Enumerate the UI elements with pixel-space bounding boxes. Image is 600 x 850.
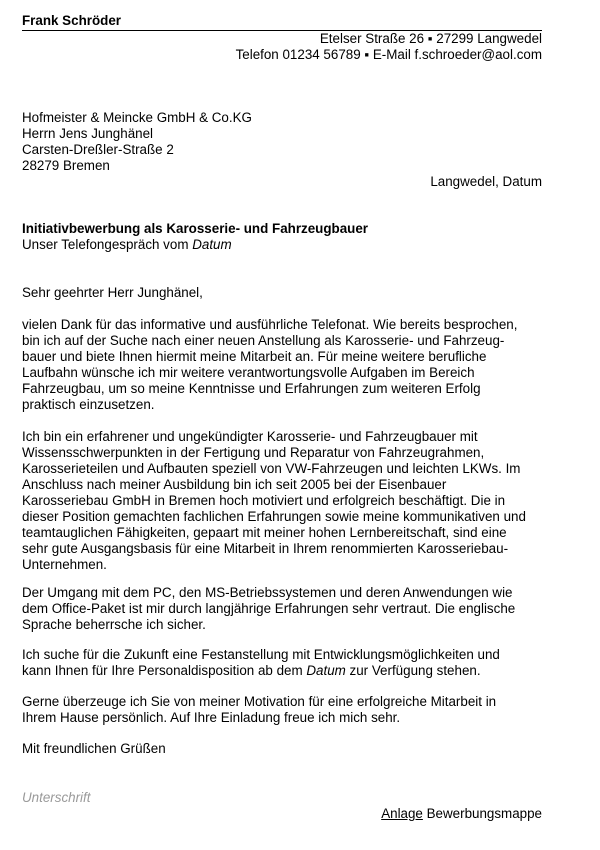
subject-reference-date: Datum <box>192 237 232 252</box>
paragraph-1: vielen Dank für das informative und ausführliche Telefonat. Wie bereits besprochen, bin ich auf der Suche nach einer neuen Anstellung als Karosserie- und Fahrzeug- bauer und biete Ihnen hiermit meine Mitarbeit an. Für meine weitere berufliche Laufbahn wünsche ich mir weitere verantwortungsvolle Aufgaben im Bereich Fahrzeugbau, um so meine Kenntnisse und Erfahrungen zum weiteren Erfolg praktisch einzusetzen. <box>22 317 518 412</box>
recipient-person: Herrn Jens Junghänel <box>22 126 154 141</box>
sender-contact: Telefon 01234 56789 ▪ E-Mail f.schroeder@aol.com <box>235 47 542 62</box>
enclosure <box>381 806 542 822</box>
paragraph-3: Der Umgang mit dem PC, den MS-Betriebssystemen und deren Anwendungen wie dem Office-Paket ist mir durch langjährige Erfahrungen sehr vertraut. Die englische Sprache beherrsche ich sicher. <box>22 585 516 632</box>
salutation: Sehr geehrter Herr Junghänel, <box>22 285 203 300</box>
sender-name: Frank Schröder <box>22 13 121 28</box>
recipient-street: Carsten-Dreßler-Straße 2 <box>22 142 174 157</box>
paragraph-4-line-2-prefix: kann Ihnen für Ihre Personaldisposition ab dem <box>22 663 307 678</box>
enclosure-label: Anlage <box>381 806 423 821</box>
subject-title: Initiativbewerbung als Karosserie- und Fahrzeugbauer <box>22 221 368 236</box>
enclosure-text: Bewerbungsmappe <box>422 806 542 821</box>
closing: Mit freundlichen Grüßen <box>22 741 166 756</box>
place-date: Langwedel, Datum <box>430 174 542 189</box>
subject-reference <box>22 237 232 253</box>
paragraph-4-date: Datum <box>306 663 346 678</box>
paragraph-4-line-1: Ich suche für die Zukunft eine Festanstellung mit Entwicklungsmöglichkeiten und <box>22 647 500 662</box>
paragraph-4-line-2-suffix: zur Verfügung stehen. <box>345 663 481 678</box>
recipient-company: Hofmeister & Meincke GmbH & Co.KG <box>22 110 252 125</box>
paragraph-4 <box>22 647 550 679</box>
sender-address: Etelser Straße 26 ▪ 27299 Langwedel <box>319 31 542 46</box>
subject-reference-prefix: Unser Telefongespräch vom <box>22 237 193 252</box>
paragraph-2: Ich bin ein erfahrener und ungekündigter Karosserie- und Fahrzeugbauer mit Wissensschwerpunkten in der Fertigung und Reparatur von Fahrzeugrahmen, Karosserieteilen und Aufbauten speziell von VW-Fahrzeugen und leichten LKWs. Im Anschluss nach meiner Ausbildung bin ich seit 2005 bei der Eisenbauer Karosseriebau GmbH in Bremen hoch motiviert und erfolgreich beschäftigt. Die in dieser Position gemachten fachlichen Erfahrungen sowie meine kommunikativen und teamtauglichen Fähigkeiten, gepaart mit meiner hohen Lernbereitschaft, sind eine sehr gute Ausgangsbasis für eine Mitarbeit in Ihrem renommierten Karosseriebau- Unternehmen. <box>22 429 526 572</box>
signature-placeholder: Unterschrift <box>22 790 91 805</box>
paragraph-5: Gerne überzeuge ich Sie von meiner Motivation für eine erfolgreiche Mitarbeit in Ihrem Hause persönlich. Auf Ihre Einladung freue ich mich sehr. <box>22 694 497 725</box>
recipient-city: 28279 Bremen <box>22 158 110 173</box>
